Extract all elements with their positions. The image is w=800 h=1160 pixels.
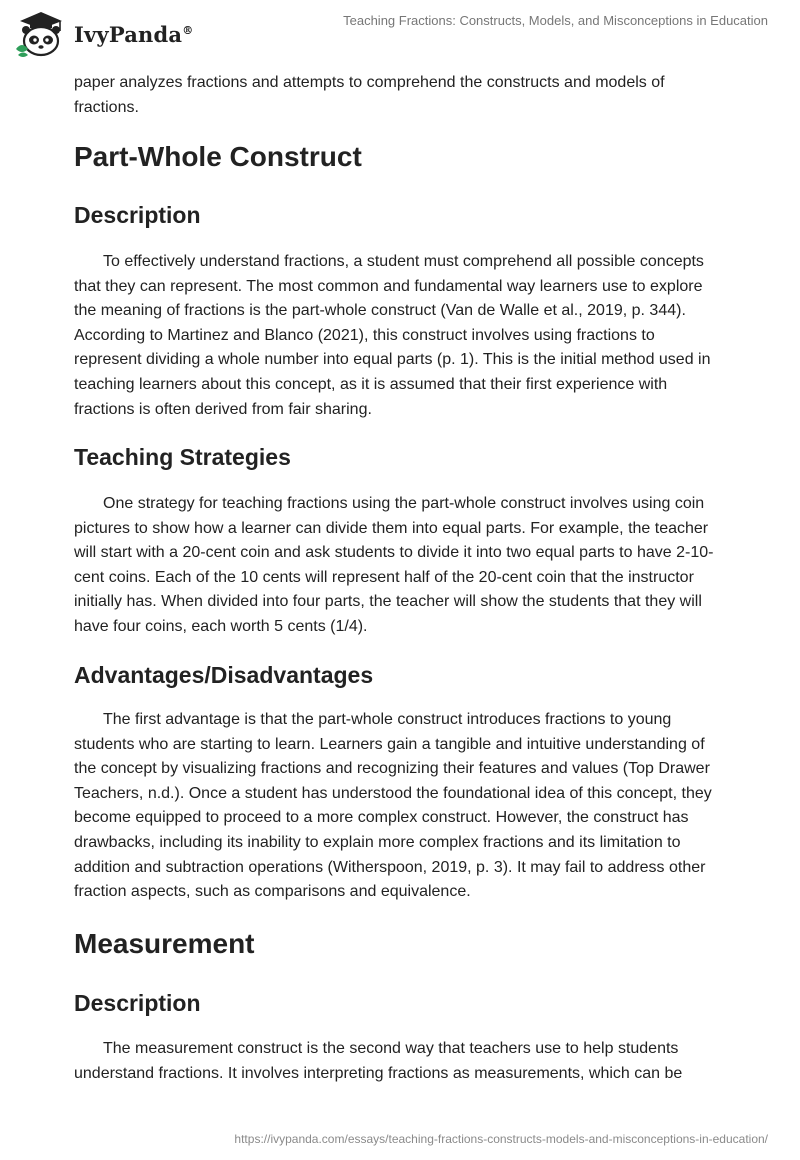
advantages-heading-block: [74, 660, 726, 690]
measurement-description-block: [74, 1037, 726, 1086]
section-measurement-title-block: [74, 926, 726, 962]
description-paragraph: To effectively understand fractions, a student must comprehend all possible concepts that they can represent. The most common and fundamental way learners use to explore the meaning of fractions is the part-whole construct (Van de Walle et al., 2019, p. 344). According to Martinez and Blanco (2021), this construct involves using fractions to represent dividing a whole number into equal parts (p. 1). This is the initial method used in teaching learners about this concept, as it is assumed that their first experience with fractions is often derived from fair sharing.: [74, 253, 711, 418]
source-url-link[interactable]: https://ivypanda.com/essays/teaching-fractions-constructs-models-and-misconceptions-in-education/: [234, 1132, 768, 1146]
subheading-advantages-disadvantages: Advantages/Disadvantages: [74, 662, 374, 688]
section-title-measurement: Measurement: [74, 928, 255, 959]
section-title-part-whole: Part-Whole Construct: [74, 141, 362, 172]
advantages-paragraph: The first advantage is that the part-whole construct introduces fractions to young students who are starting to learn. Learners gain a tangible and intuitive understanding of the concept by visualizing fractions and recognizing their features and values (Top Drawer Teachers, n.d.). Once a student has understood the foundational idea of this concept, they become equipped to proceed to a more complex construct. However, the construct has drawbacks, including its inability to explain more complex fractions and its limitation to addition and subtraction operations (Witherspoon, 2019, p. 3). It may fail to address other fraction aspects, such as comparisons and equivalence.: [74, 711, 712, 901]
brand-label: IvyPanda: [74, 21, 183, 47]
brand-name: [74, 22, 193, 47]
subheading-description: Description: [74, 202, 201, 228]
teaching-strategies-heading-block: [74, 442, 726, 472]
subheading-teaching-strategies: Teaching Strategies: [74, 444, 291, 470]
intro-paragraph-block: [74, 71, 726, 120]
part-whole-description-block: [74, 250, 726, 422]
measurement-description-heading-block: [74, 988, 726, 1018]
intro-paragraph: paper analyzes fractions and attempts to comprehend the constructs and models of fractions.: [74, 74, 665, 116]
ivypanda-logo[interactable]: [14, 9, 193, 59]
advantages-block: [74, 708, 726, 905]
part-whole-description-heading-block: [74, 200, 726, 230]
panda-graduate-icon: [14, 9, 68, 59]
section-part-whole-title-block: [74, 139, 726, 175]
teaching-strategies-paragraph: One strategy for teaching fractions using the part-whole construct involves using coin pictures to show how a learner can divide them into equal parts. For example, the teacher will start with a 20-cent coin and ask students to divide it into two equal parts to have 2-10-cent coins. Each of the 10 cents will represent half of the 20-cent coin that the instructor initially has. When divided into four parts, the teacher will show the students that they will have four coins, each worth 5 cents (1/4).: [74, 495, 714, 635]
subheading-description-measurement: Description: [74, 990, 201, 1016]
document-title: Teaching Fractions: Constructs, Models, and Misconceptions in Education: [343, 13, 768, 28]
measurement-description-paragraph: The measurement construct is the second way that teachers use to help students understand fractions. It involves interpreting fractions as measurements, which can be: [74, 1040, 683, 1082]
registered-mark: ®: [182, 23, 194, 37]
teaching-strategies-block: [74, 492, 726, 640]
page-header: [0, 0, 800, 64]
